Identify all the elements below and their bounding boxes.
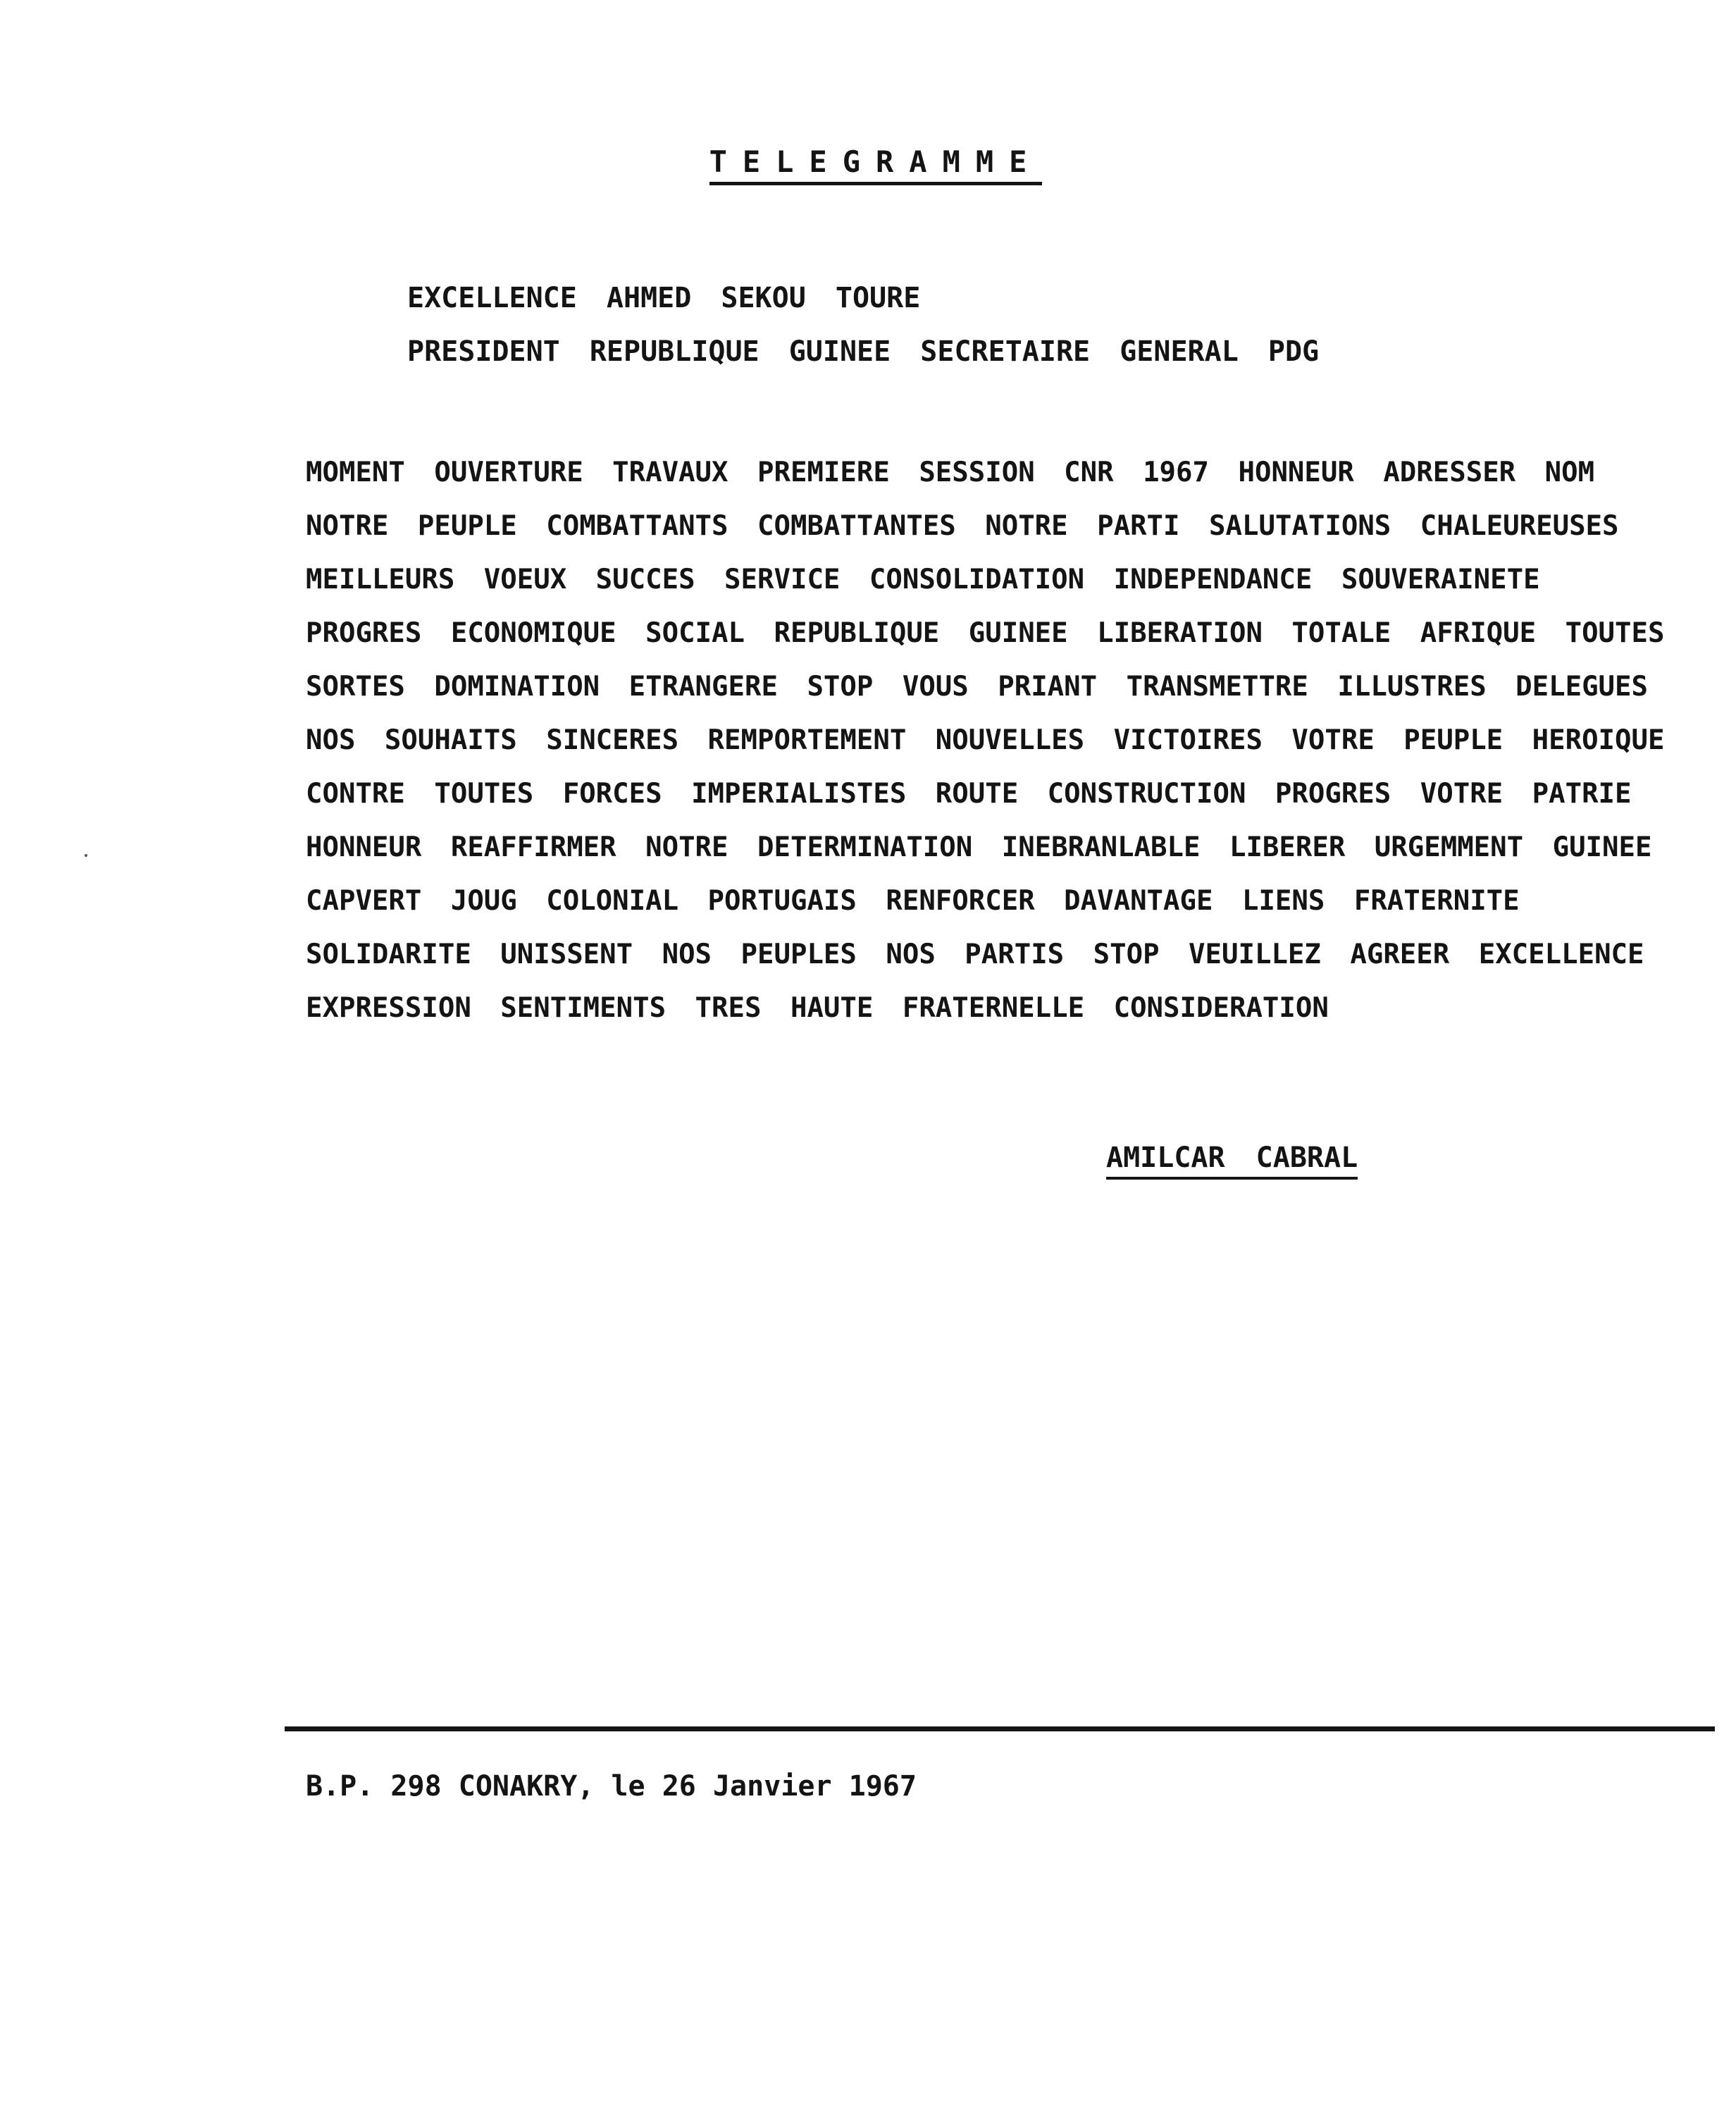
document-title bbox=[0, 144, 1736, 185]
body-line: PROGRES ECONOMIQUE SOCIAL REPUBLIQUE GUINEE LIBERATION TOTALE AFRIQUE TOUTES bbox=[306, 617, 1665, 649]
body-line: HONNEUR REAFFIRMER NOTRE DETERMINATION INEBRANLABLE LIBERER URGEMMENT GUINEE bbox=[306, 832, 1652, 863]
footer-address-date: B.P. 298 CONAKRY, le 26 Janvier 1967 bbox=[306, 1770, 917, 1803]
body-line: NOTRE PEUPLE COMBATTANTS COMBATTANTES NOTRE PARTI SALUTATIONS CHALEUREUSES bbox=[306, 510, 1619, 542]
message-body bbox=[306, 446, 1715, 1035]
signature-block bbox=[1106, 1142, 1358, 1180]
body-line: SOLIDARITE UNISSENT NOS PEUPLES NOS PARTIS STOP VEUILLEZ AGREER EXCELLENCE bbox=[306, 939, 1644, 970]
body-line: NOS SOUHAITS SINCERES REMPORTEMENT NOUVELLES VICTOIRES VOTRE PEUPLE HEROIQUE bbox=[306, 724, 1665, 756]
scan-speck bbox=[85, 854, 87, 857]
body-line: SORTES DOMINATION ETRANGERE STOP VOUS PRIANT TRANSMETTRE ILLUSTRES DELEGUES bbox=[306, 671, 1648, 703]
recipient-line: PRESIDENT REPUBLIQUE GUINEE SECRETAIRE GENERAL PDG bbox=[407, 335, 1320, 368]
body-line: CAPVERT JOUG COLONIAL PORTUGAIS RENFORCER DAVANTAGE LIENS FRATERNITE bbox=[306, 885, 1520, 917]
body-line: CONTRE TOUTES FORCES IMPERIALISTES ROUTE CONSTRUCTION PROGRES VOTRE PATRIE bbox=[306, 778, 1632, 810]
body-line: EXPRESSION SENTIMENTS TRES HAUTE FRATERNELLE CONSIDERATION bbox=[306, 992, 1329, 1024]
signature-name: AMILCAR CABRAL bbox=[1106, 1142, 1358, 1180]
footer-divider bbox=[285, 1726, 1715, 1731]
body-line: MEILLEURS VOEUX SUCCES SERVICE CONSOLIDATION INDEPENDANCE SOUVERAINETE bbox=[306, 564, 1540, 595]
title-text: TELEGRAMME bbox=[709, 144, 1043, 185]
body-line: MOMENT OUVERTURE TRAVAUX PREMIERE SESSION CNR 1967 HONNEUR ADRESSER NOM bbox=[306, 457, 1595, 488]
recipient-line: EXCELLENCE AHMED SEKOU TOURE bbox=[407, 282, 921, 314]
recipient-block bbox=[407, 271, 1534, 378]
